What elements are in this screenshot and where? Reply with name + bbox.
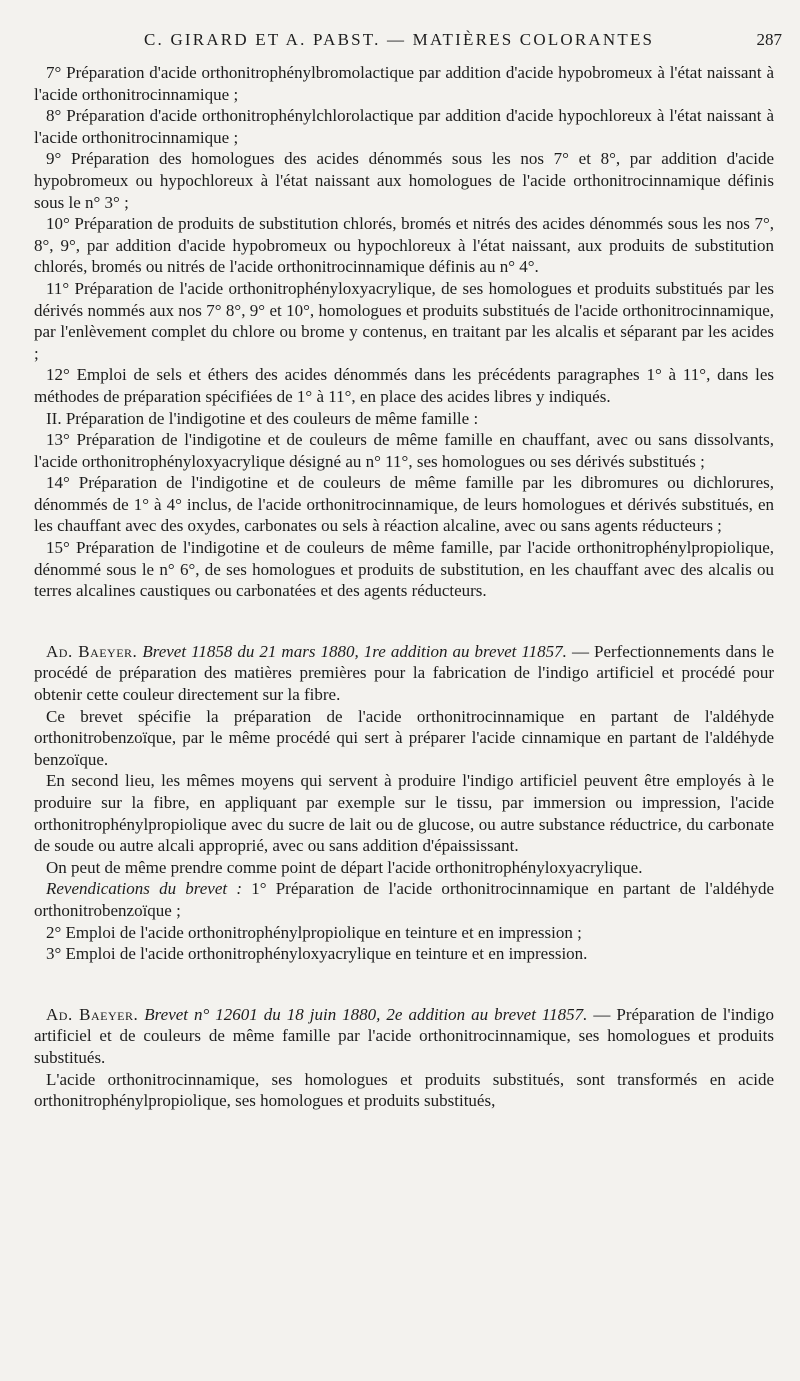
paragraph: On peut de même prendre comme point de départ l'acide orthonitrophényloxyacrylique. (46, 857, 643, 877)
claim-item: 3° Emploi de l'acide orthonitrophényloxyacrylique en teinture et en impression. (46, 944, 588, 964)
entry-brevet: Brevet 11858 du 21 mars 1880, 1re addition au brevet 11857. (142, 641, 567, 661)
claim-item: 2° Emploi de l'acide orthonitrophénylpropiolique en teinture et en impression ; (46, 922, 582, 942)
claim-item: 1° Préparation de l'acide orthonitrocinnamique en partant de l'aldéhyde orthonitrobenzoïque ; (34, 879, 774, 920)
running-head: C. GIRARD ET A. PABST. — MATIÈRES COLORANTES (144, 30, 655, 49)
paragraph: En second lieu, les mêmes moyens qui servent à produire l'indigo artificiel peuvent être employés à le produire sur la fibre, en appliquant par exemple sur le tissu, par immersion ou impression, l'acide orthonitrophénylpropiolique avec du sucre de lait ou de glucose, ou autre substance réductrice, du carbonate de soude ou autre alcali approprié, avec ou sans addition d'épaississant. (34, 771, 774, 856)
paragraph: Ce brevet spécifie la préparation de l'acide orthonitrocinnamique en partant de l'aldéhyde orthonitrobenzoïque, par le même procédé qui sert à préparer l'acide cinnamique en partant de l'aldéhyde benzoïque. (34, 706, 774, 769)
paragraph: 13° Préparation de l'indigotine et de couleurs de même famille en chauffant, avec ou sans dissolvants, l'acide orthonitrophényloxyacrylique désigné au n° 11°, ses homologues ou ses dérivés substitués ; (34, 430, 774, 471)
patent-entry-1 (34, 641, 774, 965)
document-page (34, 30, 782, 1112)
claims-label: Revendications du brevet : (46, 879, 242, 899)
entry-brevet: Brevet n° 12601 du 18 juin 1880, 2e addition au brevet 11857. (144, 1004, 588, 1024)
paragraph: 15° Préparation de l'indigotine et de couleurs de même famille, par l'acide orthonitrophénylpropiolique, dénommé sous le n° 6°, de ses homologues et produits de substitution, en les chauffant avec des alcalis ou terres alcalines caustiques ou carbonatées et des agents réducteurs. (34, 538, 774, 601)
paragraph: 14° Préparation de l'indigotine et de couleurs de même famille par les dibromures ou dichlorures, dénommés de 1° à 4° inclus, de l'acide orthonitrocinnamique, de leurs homologues et dérivés substitués, en les chauffant avec des oxydes, carbonates ou sels à réaction alcaline, avec ou sans agents réducteurs ; (34, 473, 774, 536)
page-number: 287 (756, 30, 782, 49)
paragraph: 8° Préparation d'acide orthonitrophénylchlorolactique par addition d'acide hypochloreux à l'état naissant à l'acide orthonitrocinnamique ; (34, 106, 774, 147)
entry-heading (34, 1004, 774, 1069)
section-heading: II. Préparation de l'indigotine et des couleurs de même famille : (46, 408, 479, 428)
paragraph: 10° Préparation de produits de substitution chlorés, bromés et nitrés des acides dénommés sous les nos 7°, 8°, 9°, par addition d'acide hypobromeux ou hypochloreux à l'état naissant, aux produits de substitution chlorés, bromés ou nitrés de l'acide orthonitrocinnamique définis au n° 4°. (34, 214, 774, 277)
entry-title: — Préparation de l'indigo artificiel et de couleurs de même famille par l'acide orthonitrocinnamique, ses homologues et produits substitués. (34, 1004, 775, 1067)
entry-heading (34, 641, 774, 706)
paragraph: 12° Emploi de sels et éthers des acides dénommés dans les précédents paragraphes 1° à 11°, dans les méthodes de préparation spécifiées de 1° à 11°, en place des acides libres y indiqués. (34, 365, 774, 406)
entry-author: Ad. Baeyer. (46, 641, 138, 661)
claims-list-section (34, 62, 774, 602)
claims-paragraph (34, 878, 774, 921)
paragraph: 7° Préparation d'acide orthonitrophénylbromolactique par addition d'acide hypobromeux à l'état naissant à l'acide orthonitrocinnamique ; (34, 63, 774, 104)
paragraph: 9° Préparation des homologues des acides dénommés sous les nos 7° et 8°, par addition d'acide hypobromeux ou hypochloreux à l'état naissant aux homologues de l'acide orthonitrocinnamique définis sous le n° 3° ; (34, 149, 774, 212)
entry-author: Ad. Baeyer. (46, 1004, 139, 1024)
entry-title: — Perfectionnements dans le procédé de préparation des matières premières pour la fabrication de l'indigo artificiel et procédé pour obtenir cette couleur directement sur la fibre. (34, 641, 774, 705)
paragraph: 11° Préparation de l'acide orthonitrophényloxyacrylique, de ses homologues et produits substitués par les dérivés nommés aux nos 7° 8°, 9° et 10°, homologues et produits substitués de l'acide orthonitrocinnamique, par l'enlèvement complet du chlore ou brome y contenus, en traitant par les alcalis et séparant par les acides ; (34, 278, 774, 363)
paragraph: L'acide orthonitrocinnamique, ses homologues et produits substitués, sont transformés en acide orthonitrophénylpropiolique, ses homologues et produits substitués, (34, 1069, 774, 1111)
page-header (34, 30, 782, 56)
patent-entry-2 (34, 1004, 774, 1112)
